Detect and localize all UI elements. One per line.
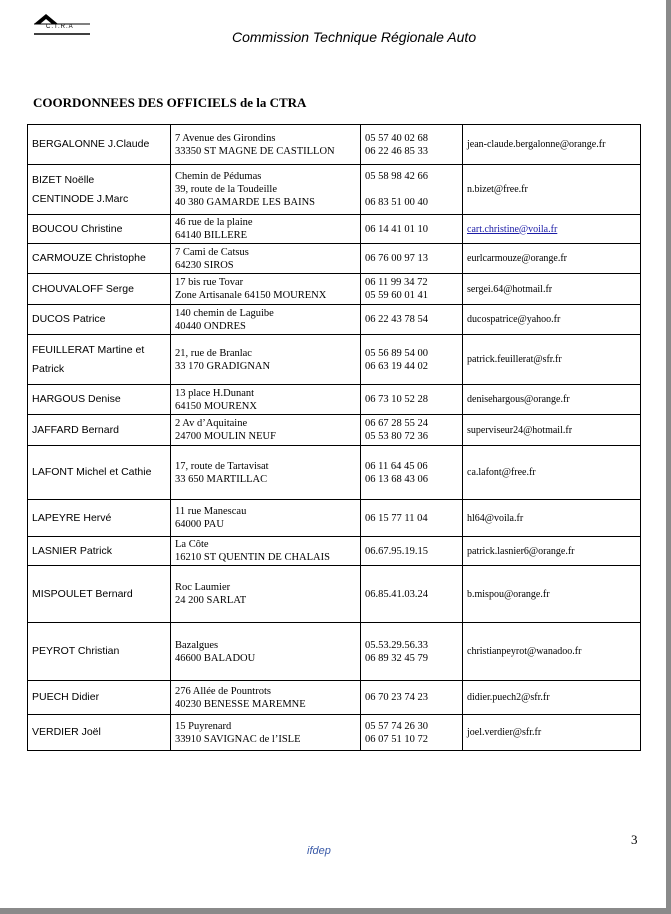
official-name-cell	[28, 446, 171, 500]
phone-line: 05 58 98 42 66	[365, 171, 428, 182]
address-line: 64140 BILLERE	[175, 230, 248, 241]
official-address-cell	[171, 500, 361, 537]
phone-line: 06.85.41.03.24	[365, 588, 428, 600]
address-line: 33910 SAVIGNAC de l’ISLE	[175, 733, 301, 745]
table-row	[28, 415, 641, 446]
official-address-cell	[171, 215, 361, 244]
phone-line: 06 15 77 11 04	[365, 512, 428, 524]
official-address-cell	[171, 566, 361, 623]
address-line: 24 200 SARLAT	[175, 595, 247, 606]
official-email-cell	[463, 274, 641, 305]
official-name-cell	[28, 385, 171, 415]
phone-line: 05 59 60 01 41	[365, 290, 428, 301]
page-frame-right	[666, 0, 671, 914]
phone-line: 06 22 43 78 54	[365, 314, 428, 325]
official-name-cell	[28, 244, 171, 274]
address-line: 2 Av d’Aquitaine	[175, 418, 248, 429]
official-name-cell	[28, 500, 171, 537]
name-line: Patrick	[32, 362, 65, 375]
phone-line: 06 13 68 43 06	[365, 473, 428, 485]
address-line: 17, route de Tartavisat	[175, 460, 269, 472]
name-line: MISPOULET Bernard	[32, 587, 133, 600]
official-phone-cell	[361, 537, 463, 566]
official-name-cell	[28, 415, 171, 446]
official-address-cell	[171, 165, 361, 215]
table-row	[28, 125, 641, 165]
table-row	[28, 681, 641, 715]
table-row	[28, 305, 641, 335]
phone-line: 06 63 19 44 02	[365, 360, 428, 372]
officials-table	[27, 124, 641, 751]
address-line: 11 rue Manescau	[175, 506, 247, 517]
email-link[interactable]: christianpeyrot@wanadoo.fr	[467, 646, 582, 657]
email-link[interactable]: patrick.lasnier6@orange.fr	[467, 545, 575, 557]
address-line: 46 rue de la plaine	[175, 217, 253, 228]
official-name-cell	[28, 125, 171, 165]
official-phone-cell	[361, 274, 463, 305]
email-link[interactable]: n.bizet@free.fr	[467, 184, 528, 195]
name-line: FEUILLERAT Martine et	[32, 343, 145, 356]
official-phone-cell	[361, 165, 463, 215]
name-line: JAFFARD Bernard	[32, 423, 119, 436]
address-line: 33 650 MARTILLAC	[175, 473, 268, 485]
official-name-cell	[28, 715, 171, 751]
official-name-cell	[28, 305, 171, 335]
header-title: Commission Technique Régionale Auto	[232, 29, 477, 45]
address-line: 7 Avenue des Girondins	[175, 132, 276, 144]
email-link[interactable]: joel.verdier@sfr.fr	[467, 727, 542, 738]
address-line: 17 bis rue Tovar	[175, 277, 244, 288]
name-line: PUECH Didier	[32, 691, 100, 703]
phone-line: 06 11 64 45 06	[365, 460, 428, 472]
address-line: 276 Allée de Pountrots	[175, 685, 271, 697]
official-phone-cell	[361, 125, 463, 165]
official-phone-cell	[361, 446, 463, 500]
phone-line: 06 70 23 74 23	[365, 692, 428, 703]
table-row	[28, 244, 641, 274]
name-line: HARGOUS Denise	[32, 393, 121, 405]
name-line: CENTINODE J.Marc	[32, 192, 129, 205]
official-address-cell	[171, 125, 361, 165]
phone-line	[365, 183, 458, 196]
email-link[interactable]: ducospatrice@yahoo.fr	[467, 314, 561, 325]
official-email-cell	[463, 500, 641, 537]
name-line: LASNIER Patrick	[32, 544, 112, 557]
official-name-cell	[28, 537, 171, 566]
name-line: LAPEYRE Hervé	[32, 511, 112, 524]
official-email-cell	[463, 335, 641, 385]
official-email-cell	[463, 681, 641, 715]
address-line: 64150 MOURENX	[175, 400, 257, 412]
email-link[interactable]: denisehargous@orange.fr	[467, 394, 570, 405]
official-phone-cell	[361, 566, 463, 623]
ctra-logo-icon	[32, 10, 92, 36]
official-email-cell	[463, 566, 641, 623]
official-email-cell	[463, 165, 641, 215]
email-link[interactable]: cart.christine@voila.fr	[467, 223, 558, 235]
email-link[interactable]: b.mispou@orange.fr	[467, 588, 550, 600]
address-line: 33350 ST MAGNE DE CASTILLON	[175, 145, 335, 157]
email-link[interactable]: eurlcarmouze@orange.fr	[467, 253, 567, 264]
address-line: 33 170 GRADIGNAN	[175, 360, 271, 372]
footer-logo	[307, 845, 331, 857]
table-row	[28, 335, 641, 385]
official-address-cell	[171, 274, 361, 305]
official-address-cell	[171, 446, 361, 500]
page-frame-bottom	[0, 908, 671, 914]
official-phone-cell	[361, 715, 463, 751]
official-address-cell	[171, 537, 361, 566]
name-line: CHOUVALOFF Serge	[32, 282, 134, 295]
phone-line: 06 07 51 10 72	[365, 733, 428, 745]
name-line: PEYROT Christian	[32, 645, 120, 657]
address-line: Zone Artisanale 64150 MOURENX	[175, 290, 327, 301]
table-row	[28, 385, 641, 415]
official-name-cell	[28, 623, 171, 681]
phone-line: 06.67.95.19.15	[365, 545, 428, 557]
table-row	[28, 715, 641, 751]
address-line: Bazalgues	[175, 639, 219, 651]
official-name-cell	[28, 274, 171, 305]
address-line: 39, route de la Toudeille	[175, 184, 278, 195]
table-row	[28, 500, 641, 537]
address-line: 140 chemin de Laguibe	[175, 307, 274, 319]
phone-line: 05.53.29.56.33	[365, 639, 428, 651]
official-phone-cell	[361, 681, 463, 715]
official-phone-cell	[361, 215, 463, 244]
email-link[interactable]: hl64@voila.fr	[467, 512, 524, 524]
address-line: 15 Puyrenard	[175, 720, 232, 732]
phone-line: 06 76 00 97 13	[365, 253, 428, 264]
email-link[interactable]: superviseur24@hotmail.fr	[467, 424, 573, 436]
name-line: BOUCOU Christine	[32, 222, 123, 235]
official-address-cell	[171, 335, 361, 385]
email-link[interactable]: ca.lafont@free.fr	[467, 467, 536, 478]
name-line: CARMOUZE Christophe	[32, 252, 146, 264]
official-address-cell	[171, 305, 361, 335]
phone-line: 05 57 40 02 68	[365, 132, 428, 144]
official-phone-cell	[361, 385, 463, 415]
phone-line: 06 73 10 52 28	[365, 394, 428, 405]
official-phone-cell	[361, 415, 463, 446]
logo-text: C.T.R.A	[46, 24, 74, 30]
email-link[interactable]: didier.puech2@sfr.fr	[467, 692, 550, 703]
official-name-cell	[28, 335, 171, 385]
table-row	[28, 165, 641, 215]
official-name-cell	[28, 681, 171, 715]
table-row	[28, 215, 641, 244]
official-phone-cell	[361, 244, 463, 274]
address-line: 46600 BALADOU	[175, 652, 256, 664]
official-email-cell	[463, 537, 641, 566]
official-address-cell	[171, 244, 361, 274]
address-line: 13 place H.Dunant	[175, 387, 255, 399]
address-line: 64000 PAU	[175, 519, 224, 530]
official-address-cell	[171, 385, 361, 415]
name-line: VERDIER Joël	[32, 726, 101, 738]
officials-table-body	[28, 125, 641, 751]
official-email-cell	[463, 244, 641, 274]
official-email-cell	[463, 623, 641, 681]
official-phone-cell	[361, 305, 463, 335]
phone-line: 05 57 74 26 30	[365, 720, 428, 732]
official-phone-cell	[361, 500, 463, 537]
official-name-cell	[28, 165, 171, 215]
table-row	[28, 274, 641, 305]
name-line: BERGALONNE J.Claude	[32, 138, 150, 150]
table-row	[28, 623, 641, 681]
official-email-cell	[463, 715, 641, 751]
address-line: La Côte	[175, 539, 209, 550]
table-row	[28, 566, 641, 623]
name-line: BIZET Noëlle	[32, 173, 95, 186]
address-line: 40440 ONDRES	[175, 320, 246, 332]
official-email-cell	[463, 215, 641, 244]
address-line: 7 Cami de Catsus	[175, 246, 249, 258]
table-row	[28, 446, 641, 500]
phone-line: 06 83 51 00 40	[365, 197, 428, 208]
official-email-cell	[463, 305, 641, 335]
official-email-cell	[463, 385, 641, 415]
footer-logo-text: ifdep	[307, 845, 331, 857]
official-name-cell	[28, 566, 171, 623]
official-email-cell	[463, 415, 641, 446]
phone-line: 05 53 80 72 36	[365, 431, 428, 442]
address-line: 40230 BENESSE MAREMNE	[175, 698, 306, 710]
address-line: 40 380 GAMARDE LES BAINS	[175, 197, 316, 208]
official-address-cell	[171, 715, 361, 751]
email-link[interactable]: sergei.64@hotmail.fr	[467, 283, 553, 295]
phone-line: 05 56 89 54 00	[365, 347, 428, 359]
official-phone-cell	[361, 623, 463, 681]
official-email-cell	[463, 446, 641, 500]
address-line: Chemin de Pédumas	[175, 171, 262, 182]
official-phone-cell	[361, 335, 463, 385]
phone-line: 06 14 41 01 10	[365, 223, 428, 235]
address-line: 16210 ST QUENTIN DE CHALAIS	[175, 552, 330, 563]
address-line: 24700 MOULIN NEUF	[175, 431, 276, 442]
phone-line: 06 67 28 55 24	[365, 418, 428, 429]
name-line: LAFONT Michel et Cathie	[32, 466, 152, 478]
official-address-cell	[171, 415, 361, 446]
official-address-cell	[171, 681, 361, 715]
address-line: Roc Laumier	[175, 582, 231, 593]
section-title: COORDONNEES DES OFFICIELS de la CTRA	[33, 95, 307, 110]
phone-line: 06 22 46 85 33	[365, 145, 428, 157]
name-line: DUCOS Patrice	[32, 313, 106, 325]
address-line: 21, rue de Branlac	[175, 347, 252, 359]
phone-line: 06 11 99 34 72	[365, 277, 428, 288]
email-link[interactable]: jean-claude.bergalonne@orange.fr	[467, 139, 606, 150]
official-name-cell	[28, 215, 171, 244]
table-row	[28, 537, 641, 566]
email-link[interactable]: patrick.feuillerat@sfr.fr	[467, 354, 562, 365]
official-address-cell	[171, 623, 361, 681]
address-line: 64230 SIROS	[175, 259, 234, 271]
phone-line: 06 89 32 45 79	[365, 652, 428, 664]
page-number: 3	[631, 832, 638, 847]
official-email-cell	[463, 125, 641, 165]
